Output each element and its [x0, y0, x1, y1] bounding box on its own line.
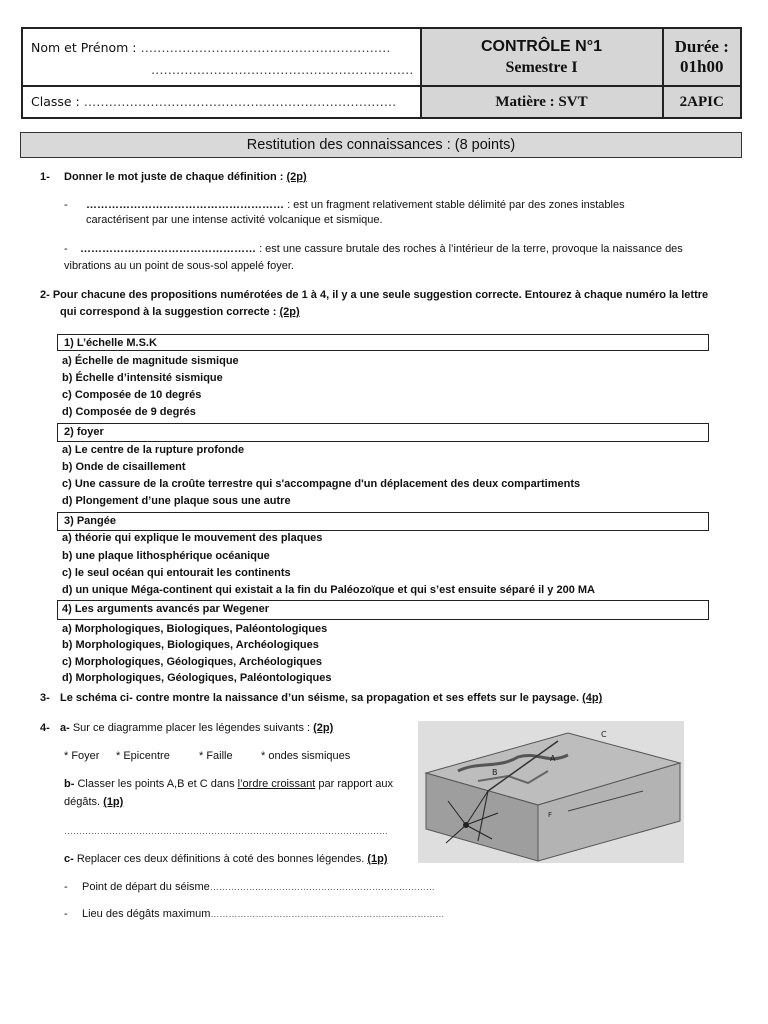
- q4a-text: Sur ce diagramme placer les légendes suivants :: [72, 722, 311, 734]
- q2-item4-title: 4) Les arguments avancés par Wegener: [57, 600, 709, 620]
- q4a-label: a-: [60, 722, 70, 734]
- label-b: B: [492, 768, 498, 777]
- q2-line2: [60, 305, 300, 319]
- q2-item2-option-a[interactable]: a) Le centre de la rupture profonde: [62, 444, 245, 456]
- level-cell: 2APIC: [663, 86, 742, 118]
- q2-points: (2p): [279, 306, 300, 318]
- q2-item4-option-a[interactable]: a) Morphologiques, Biologiques, Paléontologiques: [62, 623, 328, 635]
- q1-number: 1-: [40, 171, 50, 183]
- q3-text: [60, 691, 602, 705]
- q4c-dash-1: -: [64, 881, 68, 893]
- q4b-line2: [64, 795, 123, 809]
- q2-item2-option-d[interactable]: d) Plongement d’une plaque sous une autre: [62, 495, 291, 507]
- q2-item4-option-c[interactable]: c) Morphologiques, Géologiques, Archéologiques: [62, 656, 322, 668]
- q1-def2-line2: vibrations au un point de sous-sol appelé foyer.: [64, 260, 294, 272]
- q1-def1-line2: caractérisent par une intense activité volcanique et sismique.: [86, 214, 383, 226]
- q2-item3-option-a[interactable]: a) théorie qui explique le mouvement des plaques: [62, 532, 323, 544]
- q2-item2-option-c[interactable]: c) Une cassure de la croûte terrestre qui s'accompagne d'un déplacement des deux compartiments: [62, 478, 581, 490]
- q4c-dash-2: -: [64, 908, 68, 920]
- q1-question: Donner le mot juste de chaque définition :: [64, 171, 284, 183]
- q4c-text: Replacer ces deux définitions à coté des bonnes légendes.: [76, 853, 365, 865]
- seismic-diagram-svg: [418, 721, 684, 863]
- label-f: F: [548, 811, 553, 819]
- legend-ondes: * ondes sismiques: [261, 750, 351, 762]
- q4b-answer-dots[interactable]: ………………………………………………………………………………………………: [64, 826, 388, 836]
- name-label: Nom et Prénom :: [31, 40, 137, 55]
- q1-dash-2: -: [64, 243, 68, 255]
- q1-dash-1: -: [64, 199, 68, 211]
- q4c-def1-dots[interactable]: …………………………………………………………………: [209, 882, 435, 892]
- q1-def2-blank[interactable]: …………………………………………: [80, 243, 256, 255]
- q4c-def1: [82, 880, 435, 894]
- q2-item1-title: 1) L’échelle M.S.K: [57, 334, 709, 351]
- q2-item1-option-d[interactable]: d) Composée de 9 degrés: [62, 406, 196, 418]
- q4b-points: (1p): [103, 796, 124, 808]
- q4b-line1: [64, 777, 393, 791]
- semester-title: Semestre I: [505, 59, 578, 76]
- q2-item4-option-d[interactable]: d) Morphologiques, Géologiques, Paléontologiques: [62, 672, 332, 684]
- q4-number: 4-: [40, 722, 50, 734]
- q4c-points: (1p): [367, 853, 388, 865]
- subject-cell: Matière : SVT: [421, 86, 663, 118]
- q1-def2-line1: [80, 242, 683, 256]
- q4b-text1: Classer les points A,B et C dans: [77, 778, 235, 790]
- name-dots-2: ………………………………………………………: [151, 62, 414, 77]
- header-table: [21, 27, 742, 119]
- q4c-line: [64, 852, 388, 866]
- q3-question: Le schéma ci- contre montre la naissance d’un séisme, sa propagation et ses effets sur le paysage.: [60, 692, 580, 704]
- q4c-label: c-: [64, 853, 74, 865]
- q2-item1-option-a[interactable]: a) Échelle de magnitude sismique: [62, 355, 239, 367]
- q1-def1-blank[interactable]: ………………………………………………: [86, 199, 284, 211]
- section-title: Restitution des connaissances : (8 points): [20, 132, 742, 158]
- q2-item3-option-c[interactable]: c) le seul océan qui entourait les continents: [62, 567, 291, 579]
- q3-number: 3-: [40, 692, 50, 704]
- q4c-def2: [82, 907, 444, 921]
- name-cell[interactable]: [22, 28, 421, 86]
- label-c: C: [601, 730, 607, 739]
- q2-item2-option-b[interactable]: b) Onde de cisaillement: [62, 461, 186, 473]
- q4b-text2: par rapport aux: [318, 778, 393, 790]
- title-cell: [421, 28, 663, 86]
- q2-line1: 2- Pour chacune des propositions numérotées de 1 à 4, il y a une seule suggestion correcte. Entourez à chaque numéro la lettre: [40, 289, 709, 301]
- q4a-points: (2p): [313, 722, 334, 734]
- legend-epicentre: * Epicentre: [116, 750, 170, 762]
- q2-item1-option-c[interactable]: c) Composée de 10 degrés: [62, 389, 202, 401]
- q1-points: (2p): [286, 171, 307, 183]
- q2-item1-option-b[interactable]: b) Échelle d’intensité sismique: [62, 372, 223, 384]
- duration-cell: Durée : 01h00: [663, 28, 742, 86]
- q1-text: [64, 170, 307, 184]
- q2-item3-option-b[interactable]: b) une plaque lithosphérique océanique: [62, 550, 270, 562]
- q2-item3-option-d[interactable]: d) un unique Méga-continent qui existait a la fin du Paléozoïque et qui s’est ensuite séparé il y 200 MA: [62, 584, 595, 596]
- q4c-def1-text: Point de départ du séisme: [82, 881, 210, 893]
- q2-instruction: qui correspond à la suggestion correcte :: [60, 306, 277, 318]
- q4b-order: l’ordre croissant: [237, 778, 316, 790]
- q2-item3-title: 3) Pangée: [57, 512, 709, 531]
- class-cell[interactable]: [22, 86, 421, 118]
- q1-def2-text: : est une cassure brutale des roches à l’intérieur de la terre, provoque la naissance des: [259, 243, 683, 255]
- q4a-line: [60, 721, 333, 735]
- legend-faille: * Faille: [199, 750, 233, 762]
- label-a: A: [550, 754, 556, 763]
- q1-def1-line1: [86, 198, 625, 212]
- q4b-label: b-: [64, 778, 75, 790]
- q4c-def2-dots[interactable]: ……………………………………………………………………: [210, 909, 445, 919]
- class-label: Classe :: [31, 94, 80, 109]
- q2-item4-option-b[interactable]: b) Morphologiques, Biologiques, Archéologiques: [62, 639, 319, 651]
- exam-title: CONTRÔLE N°1: [480, 38, 603, 55]
- q3-points: (4p): [582, 692, 603, 704]
- q1-def1-text: : est un fragment relativement stable délimité par des zones instables: [287, 199, 625, 211]
- name-dots-1: ……………………………………………………: [140, 40, 391, 55]
- legend-foyer: * Foyer: [64, 750, 100, 762]
- seismic-diagram: [418, 721, 684, 863]
- q4b-text3: dégâts.: [64, 796, 101, 808]
- q2-item2-title: 2) foyer: [57, 423, 709, 442]
- q4c-def2-text: Lieu des dégâts maximum: [82, 908, 211, 920]
- class-dots: …………………………………………………………………: [83, 94, 397, 109]
